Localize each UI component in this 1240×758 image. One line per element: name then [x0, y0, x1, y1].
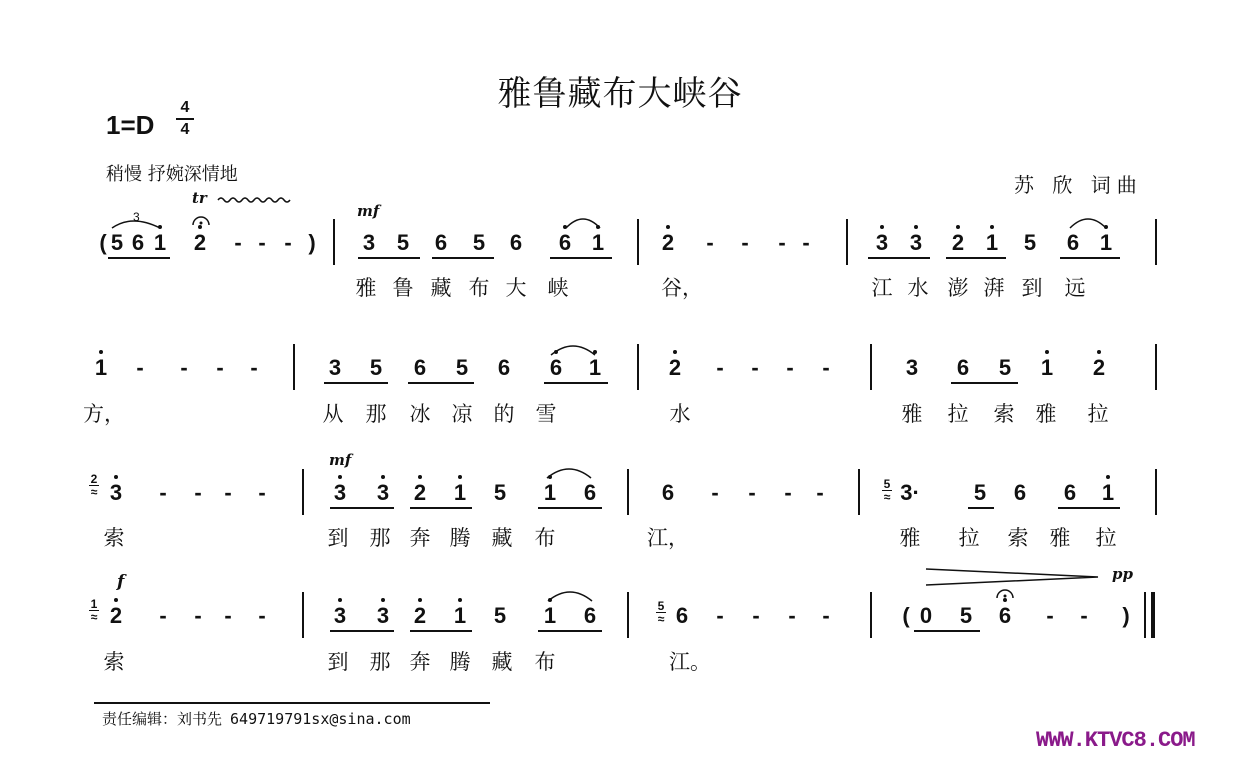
jianpu-note: 3 [333, 603, 347, 628]
jianpu-note: 1 [543, 480, 557, 505]
lyric-syllable: 峡 [547, 276, 569, 300]
lyric-syllable: 腾 [449, 650, 471, 674]
jianpu-note: - [224, 603, 232, 628]
jianpu-note: 6 [558, 230, 572, 255]
jianpu-note: - [706, 230, 714, 255]
jianpu-note: - [784, 480, 792, 505]
grace-tie: ≈ [90, 485, 98, 499]
jianpu-note: 5 [369, 355, 383, 380]
jianpu-note: 1 [94, 355, 108, 380]
lyric-syllable: 江。 [669, 650, 711, 674]
jianpu-note: 6 [509, 230, 523, 255]
lyric-syllable: 雪 [535, 402, 557, 426]
jianpu-note: 0 [919, 603, 933, 628]
lyric-syllable: 藏 [491, 526, 513, 550]
jianpu-note: - [180, 355, 188, 380]
author-credit: 苏 欣 词曲 [1014, 173, 1143, 197]
jianpu-note: 6 [661, 480, 675, 505]
jianpu-note: ( [902, 603, 910, 628]
lyric-syllable: 冰 [409, 402, 431, 426]
jianpu-note: 2 [193, 230, 207, 255]
editor-credit: 责任编辑：刘书先 [102, 710, 223, 728]
jianpu-note: 2 [661, 230, 675, 255]
jianpu-note: - [258, 603, 266, 628]
jianpu-note: 6 [413, 355, 427, 380]
jianpu-note: 5 [472, 230, 486, 255]
slur [551, 346, 595, 355]
jianpu-note: 2 [668, 355, 682, 380]
jianpu-note: 6 [1013, 480, 1027, 505]
lyric-syllable: 水 [669, 402, 691, 426]
jianpu-note: - [802, 230, 810, 255]
lyric-syllable: 索 [1007, 526, 1029, 550]
jianpu-note: 6 [1063, 480, 1077, 505]
jianpu-note: - [250, 355, 258, 380]
jianpu-note: - [716, 603, 724, 628]
diminuendo-hairpin [926, 569, 1098, 585]
jianpu-note: - [788, 603, 796, 628]
jianpu-note: - [1080, 603, 1088, 628]
jianpu-note: 1 [1040, 355, 1054, 380]
triplet-number: 3 [133, 210, 140, 224]
lyric-syllable: 方， [83, 402, 125, 426]
dynamic-mf: mf [329, 451, 352, 469]
watermark-text: WWW.KTVC8.COM [1036, 728, 1195, 753]
jianpu-note: ) [1122, 603, 1130, 628]
jianpu-note: - [816, 480, 824, 505]
lyric-syllable: 江， [647, 526, 689, 550]
lyric-syllable: 的 [493, 402, 515, 426]
jianpu-note: 5 [1023, 230, 1037, 255]
jianpu-note: 1 [453, 480, 467, 505]
jianpu-note: 3 [376, 480, 390, 505]
jianpu-note: 5 [455, 355, 469, 380]
jianpu-note: - [234, 230, 242, 255]
dynamic-pp: pp [1112, 565, 1133, 583]
lyric-syllable: 到 [1021, 276, 1043, 300]
jianpu-note: - [159, 603, 167, 628]
slur [548, 592, 592, 601]
editor-email: 649719791sx@sina.com [230, 710, 411, 728]
grace-note-value: 5 [657, 599, 665, 613]
lyric-syllable: 谷， [661, 276, 703, 300]
jianpu-note: - [778, 230, 786, 255]
lyric-syllable: 拉 [958, 526, 980, 550]
lyric-syllable: 奔 [409, 650, 431, 674]
lyric-syllable: 雅 [901, 402, 923, 426]
jianpu-note: 6 [549, 355, 563, 380]
jianpu-note: 1 [985, 230, 999, 255]
jianpu-note: 6 [583, 603, 597, 628]
jianpu-note: 5 [973, 480, 987, 505]
jianpu-note: - [786, 355, 794, 380]
lyric-syllable: 那 [365, 402, 387, 426]
grace-tie: ≈ [90, 610, 98, 624]
jianpu-note: 1 [1099, 230, 1113, 255]
jianpu-note: - [752, 603, 760, 628]
jianpu-note: - [159, 480, 167, 505]
jianpu-note: 6 [1066, 230, 1080, 255]
jianpu-note: 5 [493, 480, 507, 505]
jianpu-note: 1 [453, 603, 467, 628]
jianpu-note: 3 [333, 480, 347, 505]
jianpu-note: 6 [497, 355, 511, 380]
time-signature-bottom: 4 [180, 121, 190, 138]
jianpu-note: - [136, 355, 144, 380]
lyric-syllable: 大 [505, 276, 527, 300]
jianpu-note: ( [99, 230, 107, 255]
lyric-syllable: 鲁 [392, 276, 414, 300]
lyric-syllable: 索 [103, 650, 125, 674]
jianpu-note: - [711, 480, 719, 505]
dynamic-mf: mf [357, 202, 380, 220]
lyric-syllable: 拉 [947, 402, 969, 426]
slur [566, 219, 600, 228]
slur [1070, 219, 1106, 228]
lyric-syllable: 那 [369, 526, 391, 550]
jianpu-note: 6 [675, 603, 689, 628]
jianpu-note: - [741, 230, 749, 255]
lyric-syllable: 腾 [449, 526, 471, 550]
jianpu-note: - [1046, 603, 1054, 628]
lyric-syllable: 藏 [491, 650, 513, 674]
jianpu-note: - [194, 603, 202, 628]
jianpu-note: 1 [1101, 480, 1115, 505]
lyric-syllable: 江 [871, 276, 893, 300]
lyric-syllable: 布 [468, 276, 490, 300]
grace-note-value: 2 [90, 472, 98, 486]
lyric-syllable: 澎 [947, 276, 969, 300]
song-title: 雅鲁藏布大峡谷 [497, 74, 743, 114]
jianpu-note: - [751, 355, 759, 380]
lyric-syllable: 奔 [409, 526, 431, 550]
lyric-syllable: 索 [103, 526, 125, 550]
lyric-syllable: 到 [327, 650, 349, 674]
lyric-syllable: 布 [534, 650, 556, 674]
dynamic-f: f [117, 572, 125, 592]
lyric-syllable: 湃 [983, 276, 1005, 300]
jianpu-note: 3 [328, 355, 342, 380]
jianpu-note: 5 [998, 355, 1012, 380]
lyric-syllable: 拉 [1087, 402, 1109, 426]
jianpu-note: ) [308, 230, 316, 255]
jianpu-note: - [258, 480, 266, 505]
jianpu-note: 2 [951, 230, 965, 255]
jianpu-note: - [224, 480, 232, 505]
jianpu-note: 3 [362, 230, 376, 255]
lyric-syllable: 凉 [451, 402, 473, 426]
jianpu-note: 3 [376, 603, 390, 628]
jianpu-note: - [258, 230, 266, 255]
jianpu-note: - [748, 480, 756, 505]
jianpu-note: 5 [110, 230, 124, 255]
jianpu-note: - [216, 355, 224, 380]
jianpu-note: 1 [588, 355, 602, 380]
jianpu-note: 1 [591, 230, 605, 255]
jianpu-note: 3 [875, 230, 889, 255]
jianpu-note: 3 [909, 230, 923, 255]
grace-tie: ≈ [657, 612, 665, 626]
key-signature: 1=D [106, 110, 155, 140]
jianpu-note: 3 [109, 480, 123, 505]
jianpu-note: 3 [905, 355, 919, 380]
grace-tie: ≈ [883, 490, 891, 504]
jianpu-note: - [822, 603, 830, 628]
jianpu-note: 5 [959, 603, 973, 628]
triplet-slur [112, 221, 160, 228]
trill-line [218, 198, 290, 202]
jianpu-note: 2 [109, 603, 123, 628]
lyric-syllable: 从 [322, 402, 344, 426]
jianpu-note: 2 [1092, 355, 1106, 380]
jianpu-note: 6 [434, 230, 448, 255]
jianpu-note: 2 [413, 480, 427, 505]
jianpu-note: 6 [998, 603, 1012, 628]
grace-note-value: 1 [90, 597, 98, 611]
grace-note-value: 5 [883, 477, 891, 491]
jianpu-note: - [194, 480, 202, 505]
trill-mark: tr [192, 189, 207, 207]
lyric-syllable: 索 [993, 402, 1015, 426]
jianpu-note: 1 [543, 603, 557, 628]
jianpu-note: 6 [583, 480, 597, 505]
jianpu-note: 2 [413, 603, 427, 628]
jianpu-note: - [716, 355, 724, 380]
lyric-syllable: 雅 [1049, 526, 1071, 550]
lyric-syllable: 拉 [1095, 526, 1117, 550]
tempo-marking: 稍慢 抒婉深情地 [106, 164, 238, 185]
jianpu-note: 6 [956, 355, 970, 380]
lyric-syllable: 雅 [355, 276, 377, 300]
jianpu-note: - [822, 355, 830, 380]
lyric-syllable: 到 [327, 526, 349, 550]
jianpu-note: 1 [153, 230, 167, 255]
lyric-syllable: 藏 [430, 276, 452, 300]
time-signature-top: 4 [180, 99, 190, 116]
jianpu-note: - [284, 230, 292, 255]
jianpu-note: 6 [131, 230, 145, 255]
lyric-syllable: 布 [534, 526, 556, 550]
lyric-syllable: 雅 [899, 526, 921, 550]
lyric-syllable: 雅 [1035, 402, 1057, 426]
slur [547, 469, 591, 478]
lyric-syllable: 水 [907, 276, 929, 300]
lyric-syllable: 远 [1064, 276, 1086, 300]
jianpu-note: 3· [900, 480, 920, 505]
jianpu-note: 5 [396, 230, 410, 255]
lyric-syllable: 那 [369, 650, 391, 674]
jianpu-note: 5 [493, 603, 507, 628]
